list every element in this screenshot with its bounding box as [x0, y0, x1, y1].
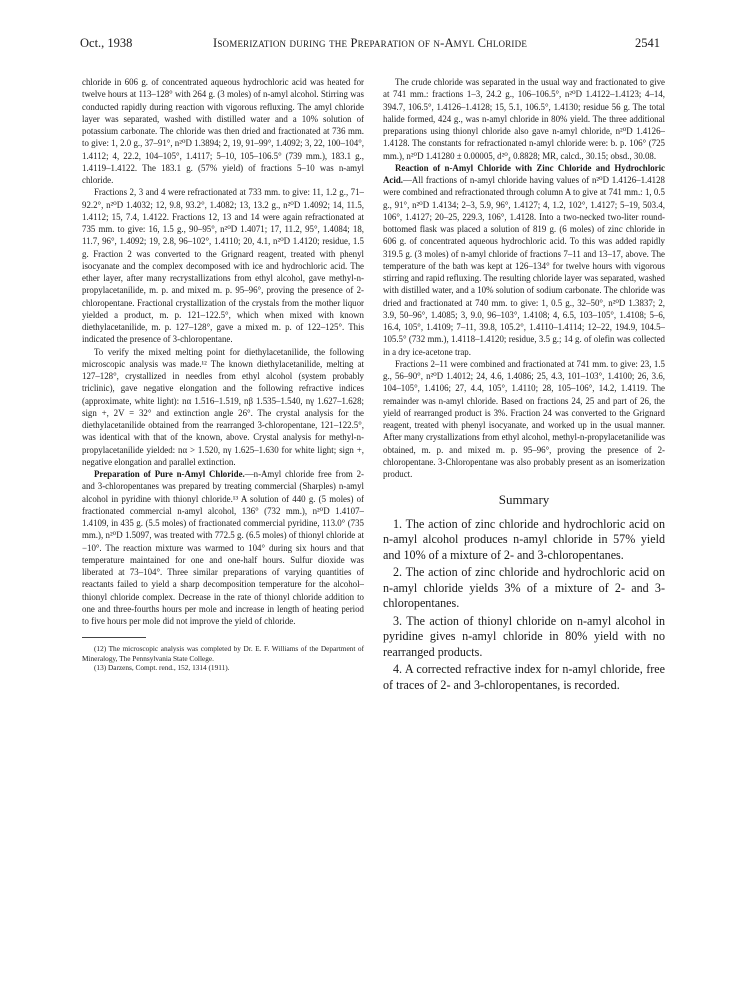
summary-item: 2. The action of zinc chloride and hydrochloric acid on n-amyl chloride yields 3% of a mixture of 2- and 3-chloropentanes.: [383, 565, 665, 610]
section-heading: Preparation of Pure n-Amyl Chloride.: [94, 469, 245, 479]
header-date: Oct., 1938: [80, 36, 133, 50]
section-heading: Reaction of n-Amyl Chloride with Zinc Chloride and Hydrochloric Acid.: [383, 162, 665, 185]
footnote: (13) Darzens, Compt. rend., 152, 1314 (1911).: [94, 663, 230, 673]
header-title: Isomerization during the Preparation of n-Amyl Chloride: [212, 36, 528, 50]
running-header: [80, 36, 660, 54]
header-page-number: 2541: [635, 36, 660, 50]
section-text: —n-Amyl chloride free from 2- and 3-chloropentanes was prepared by treating commercial (Sharples) n-amyl alcohol in pyridine with thionyl chloride.¹³ A solution of 440 g. (5 moles) of fractionated commercial n-amyl alcohol, 136° (732 mm.), n²⁰D 1.4107–1.4109, in 435 g. (5.5 moles) of fractionated commercial pyridine, 113.0° (735 mm.), n²⁰D 1.5097, was treated with 772.5 g. (6.5 moles) of thionyl chloride at −10°. The reaction mixture was warmed to 104° during six hours and that temperature maintained for one and one-half hours. Sulfur dioxide was liberated at 73–104°. Three similar preparations of varying quantities of reactants failed to yield a sharp decomposition temperature for the alcohol–thionyl chloride complex. Decrease in the rate of thionyl chloride addition to one and three-fourths hours per mole and increase in length of heating period to five hours per mole did not improve the yield of chloride.: [82, 469, 364, 626]
section-text: —All fractions of n-amyl chloride having values of n²⁰D 1.4126–1.4128 were combined and refractionated through column A to give at 741 mm.: 1, 0.5 g., 91°, n²⁰D 1.4134; 2–3, 5.9, 96°, 1.4127; 4, 1.2, 102°, 1.4127; 5–19, 503.4, 106°, 1.4127; 20–25, 229.3, 106°, 1.4128. Into a two-necked two-liter round-bottomed flask was placed a solution of 819 g. (6 moles) of zinc chloride in 606 g. of concentrated aqueous hydrochloric acid. To this was added rapidly 319.5 g. (3 moles) of n-amyl chloride of fractions 7–11 and 13–17, above. The temperature of the bath was kept at 126–134° for twelve hours with vigorous stirring and rapid refluxing. The resulting chloride layer was separated, washed with distilled water, and a 10% solution of sodium carbonate. The chloride was dried and fractionated at 740 mm. to give: 1, 0.5 g., 32–50°, n²⁰D 1.3837; 2, 3.9, 50–96°, 1.4085; 3, 9.0, 96–103°, 1.4108; 4, 6.5, 103–105°, 1.4108; 5–6, 16.4, 105°, 1.4109; 7–11, 39.8, 105.2°, 1.4110–1.4114; 12–22, 194.9, 104.5–105.5° (732 mm.), 1.4118–1.4120; residue, 3.5 g.; 14 g. of olefin was collected in a dry ice-acetone trap.: [383, 175, 665, 357]
body-paragraph: The crude chloride was separated in the usual way and fractionated to give at 741 mm.: fractions 1–3, 24.2 g., 106–106.5°, n²⁰D 1.4122–1.4123; 4–14, 394.7, 106.5°, 1.4126–1.4128; 15, 5.1, 106.5°, 1.4130; residue 56 g. The total halide formed, 424 g., was n-amyl chloride in 80% yield. The three additional preparations using thionyl chloride also gave n-amyl chloride, n²⁰D 1.4126–1.4128. The constants for refractionated n-amyl chloride were: b. p. 106° (725 mm.), n²⁰D 1.41280 ± 0.00005, d²⁰₄ 0.8828; MR, calcd., 30.15; obsd., 30.08.: [383, 77, 665, 161]
summary-item: 4. A corrected refractive index for n-amyl chloride, free of traces of 2- and 3-chloropentanes, is recorded.: [383, 662, 665, 692]
section-paragraph: [82, 468, 364, 627]
summary-title: Summary: [498, 492, 550, 508]
body-paragraph: Fractions 2–11 were combined and fractionated at 741 mm. to give: 23, 1.5 g., 56–90°, n²⁰D 1.4012; 24, 4.6, 1.4086; 25, 4.3, 101–103°, 1.4100; 26, 3.6, 104–105°, 1.4106; 27, 4.4, 105°, 1.4110; 28, 105–106°, 14.2, 1.4119. The remainder was n-amyl chloride. Based on fractions 24, 25 and part of 26, the yield of rearranged product is 3%. Fraction 24 was converted to the Grignard reagent, treated with phenyl isocyanate, and worked up in the usual manner. After many crystallizations from ethyl alcohol, methyl-n-propylacetanilide was obtained, m. p. and mixed m. p. 95–96°, proving the presence of 2-chloropentane. 3-Chloropentane was also probably present as an isomerization product.: [383, 358, 665, 479]
left-column: [82, 76, 364, 673]
section-paragraph: [383, 162, 665, 358]
summary-section: [383, 494, 665, 693]
right-column: [383, 76, 665, 695]
footnote-divider: [82, 637, 146, 638]
summary-item: 1. The action of zinc chloride and hydrochloric acid on n-amyl alcohol produces n-amyl chloride in 57% yield and 10% of a mixture of 2- and 3-chloropentanes.: [383, 516, 665, 562]
body-paragraph: chloride in 606 g. of concentrated aqueous hydrochloric acid was heated for twelve hours at 113–128° with 264 g. (3 moles) of n-amyl alcohol. Stirring was conducted rapidly during reaction with vigorous refluxing. The amyl chloride layer was separated, washed with distilled water and a 10% solution of potassium carbonate. The chloride was then dried and fractionated at 736 mm. to give: 1, 2.0 g., 37–91°, n²⁰D 1.3894; 2, 19, 91–99°, 1.4092; 3, 22, 100–104°, 1.4112; 4, 22.2, 104–105°, 1.4117; 5–10, 105–106.5° (739 mm.), 183.1 g., 1.4119–1.4122. The 183.1 g. (57% yield) of fractions 5–10 was n-amyl chloride.: [82, 77, 364, 185]
footnote: (12) The microscopic analysis was completed by Dr. E. F. Williams of the Department of Mineralogy, The Pennsylvania State College.: [82, 644, 364, 663]
body-paragraph: To verify the mixed melting point for diethylacetanilide, the following microscopic analysis was made.¹² The known diethylacetanilide, melting at 127–128°, crystallized in needles from ethyl alcohol (system probably triclinic), gave negative elongation and the following refractive indices (approximate, white light): nα 1.516–1.519, nβ 1.535–1.540, nγ 1.627–1.628; sign +, 2V = 32° and extinction angle 26°. The crystal analysis for the diethylacetanilide obtained from the rearranged 3-chloropentane, 121–122.5°, was identical with that of the known, above. Crystal analysis for methyl-n-propylacetanilide yielded: nα > 1.520, nγ 1.625–1.630 for white light; sign +, negative elongation and parallel extinction.: [82, 346, 364, 467]
summary-item: 3. The action of thionyl chloride on n-amyl alcohol in pyridine gives n-amyl chloride in 80% yield with no rearranged products.: [383, 613, 665, 659]
body-paragraph: Fractions 2, 3 and 4 were refractionated at 733 mm. to give: 11, 1.2 g., 71–92.2°, n²⁰D 1.4032; 12, 9.8, 93.2°, 1.4082; 13, 13.2 g., n²⁰D 1.4092; 14, 11.5, 1.4112; 15, 7.4, 1.4122. Fractions 12, 13 and 14 were again refractionated at 735 mm. to give: 16, 1.5 g., 90–95°, n²⁰D 1.4071; 17, 11.2, 95°, 1.4084; 18, 11.7, 96°, 1.4092; 19, 2.8, 96–102°, 1.4110; 20, 4.1, n²⁰D 1.4120; residue, 1.5 g. Fraction 2 was converted to the Grignard reagent, treated with phenyl isocyanate and the complex decomposed with ice and hydrochloric acid. The ether layer, after many recrystallizations from ethyl alcohol, gave methyl-n-propylacetanilide, m. p. and mixed m. p. 95–96°, proving the presence of 2-chloropentane. Fractional crystallization of the crystals from the mother liquor yielded a product, m. p. 121–122.5°, which when mixed with known diethylacetanilide, m. p. 127–128°, gave a mixed m. p. of 122–125°. This indicated the presence of 3-chloropentane.: [82, 187, 364, 345]
